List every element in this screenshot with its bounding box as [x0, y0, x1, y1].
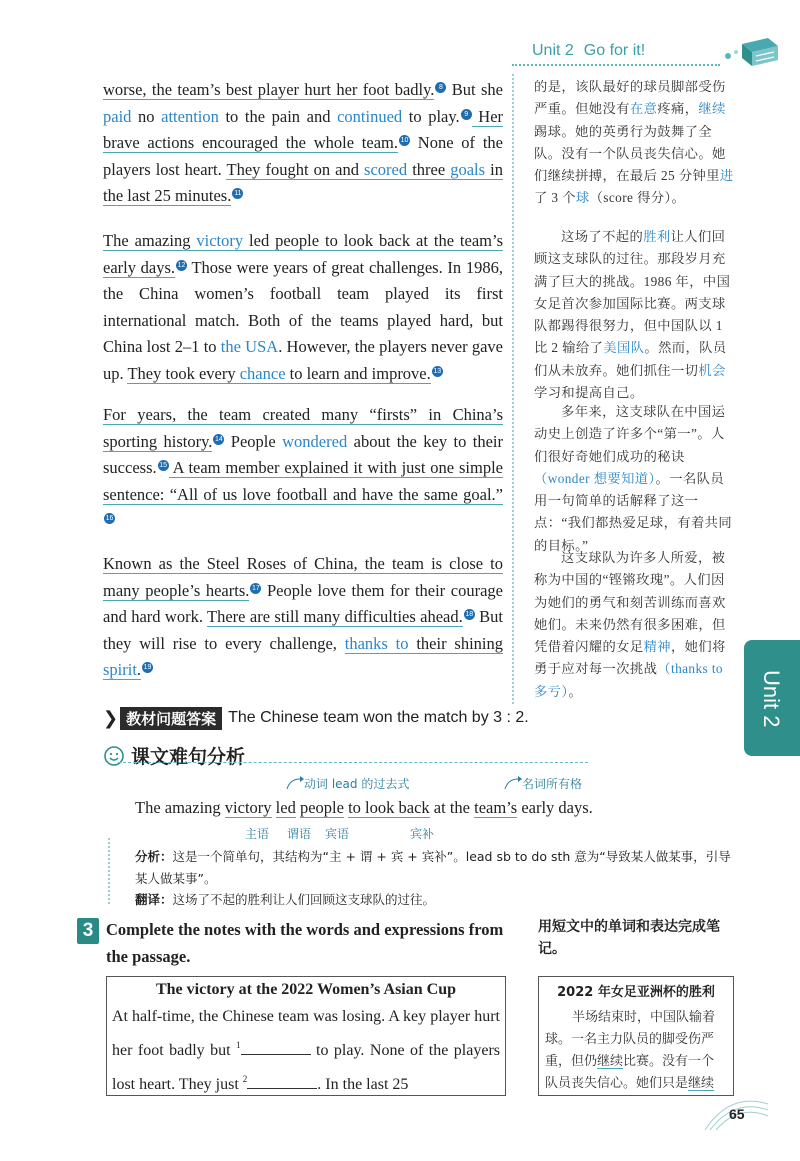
text-run: 疼痛，	[657, 101, 699, 117]
text-run: their shining	[408, 633, 503, 653]
subject-word: victory	[224, 798, 272, 817]
text-run: .	[136, 660, 142, 680]
role-complement: 宾补	[410, 827, 435, 841]
text-run: no	[131, 106, 162, 126]
role-predicate: 谓语	[287, 827, 312, 841]
object-word: people	[299, 798, 344, 817]
text-run: to play. None of the players lost heart. They just	[112, 1042, 500, 1093]
translation-paragraph-4	[534, 547, 734, 703]
notes-title-cn: 2022 年女足亚洲杯的胜利	[557, 985, 715, 1000]
sentence-number-badge: 12	[177, 261, 186, 269]
keyword-cn: 继续	[597, 1053, 624, 1068]
text-run: 。然而，队员们从未放弃。她们抓住一切	[534, 340, 727, 378]
blank-1[interactable]	[241, 1054, 311, 1055]
keyword-scored: scored	[364, 159, 408, 179]
text-run: 踢球。她的英勇行为鼓舞了全队。没有一个队员丧失信心。她们继续拼搏，在最后 25 分钟里	[534, 123, 726, 184]
analysis-dashed-line	[118, 762, 588, 763]
blank-2[interactable]	[247, 1088, 317, 1089]
books-icon	[722, 36, 782, 70]
text-run: At half-time, the Chinese team was losing. A key player hurt her foot badly but	[112, 1008, 500, 1059]
passage-paragraph-3	[103, 402, 503, 535]
sentence-8: worse, the team’s best player hurt her foot badly.	[103, 80, 435, 99]
text-run: Those were years of great challenges. In 1986, the China women’s football team played its first international match. Both of the teams played hard, but China lost 2–1 to	[103, 257, 503, 357]
text-run: about the key to their success.	[103, 431, 503, 478]
notes-body	[112, 1002, 500, 1096]
header-dotted-line	[512, 64, 720, 66]
sentence-number-badge: 14	[214, 435, 223, 443]
sentence-18: There are still many difficulties ahead.	[207, 607, 463, 627]
keyword-thanks-to: thanks to	[344, 633, 409, 653]
keyword-wondered: wondered	[282, 431, 348, 451]
translation-text: 这场了不起的胜利让人们回顾这支球队的过往。	[172, 892, 436, 907]
keyword-cn: 机会	[698, 362, 726, 378]
sentence-number-badge: 9	[461, 109, 472, 120]
page-number: 65	[729, 1106, 745, 1122]
answer-label: 教材问题答案	[120, 707, 222, 730]
exercise-number: 3	[77, 918, 99, 944]
sentence-number-badge: 18	[465, 611, 474, 619]
keyword-cn: 胜利	[643, 229, 671, 244]
sentence-number-badge: 15	[159, 462, 167, 470]
analysis-title: 课文难句分析	[131, 746, 246, 768]
keyword-cn: （wonder 想要知道）	[534, 470, 656, 486]
keyword-usa: the USA	[220, 337, 279, 357]
text-run: 比赛。没有一个队员丧失信心。她们只是	[545, 1053, 715, 1090]
translation-paragraph-3	[534, 401, 734, 557]
keyword-cn: 美国队	[603, 340, 645, 356]
notes-box	[106, 976, 506, 1096]
note-possessive	[504, 775, 582, 792]
sentence-number-badge: 19	[143, 664, 152, 672]
text-run: three	[407, 159, 451, 179]
keyword-cn: 在意	[629, 101, 658, 117]
answer-bar	[103, 706, 529, 730]
text-run: 学习和提高自己。	[534, 385, 644, 401]
header-title	[532, 42, 645, 60]
text-run: early days.	[517, 798, 593, 817]
analysis-heading	[103, 742, 245, 769]
text-run: （score 得分）。	[589, 190, 686, 206]
blank-number: 1	[236, 1040, 241, 1050]
possessive-word: team’s	[474, 798, 518, 817]
analysis-explanation	[135, 846, 735, 890]
passage-paragraph-4	[103, 551, 503, 684]
sentence-number-badge: 8	[435, 82, 446, 93]
text-run: 这场了不起的	[561, 229, 644, 244]
sentence-17: Known as the Steel Roses of China, the team is close to many people’s hearts.	[103, 554, 503, 600]
text-run: 半场结束时，中国队输着球。一名主力队员的脚受伤严重，但仍	[545, 1009, 716, 1068]
sentence-number-badge: 16	[105, 515, 114, 523]
page-header	[512, 40, 800, 70]
keyword-goals: goals	[450, 159, 486, 179]
keyword-cn: （thanks to 多亏）	[534, 661, 723, 699]
text-run: 让人们回顾这支球队的过往。那段岁月充满了巨大的挑战。1986 年，中国女足首次参加国际比赛。两支球队都踢得很努力，但中国队以 1 比 2 输给了	[534, 229, 731, 356]
text-run: . However, the players never gave up.	[103, 337, 504, 383]
keyword-spirit: spirit	[103, 660, 137, 680]
sentence-16: A team member explained it with just one simple sentence: “All of us love football and have the same goal.”	[103, 458, 503, 504]
smile-icon	[103, 745, 125, 767]
translation-paragraph-2	[534, 226, 734, 404]
text-run: 了 3 个	[534, 190, 576, 206]
keyword-continued: continued	[337, 106, 403, 126]
notes-title: The victory at the 2022 Women’s Asian Cup	[155, 981, 456, 998]
text-run: 的是，该队最好的球员脚部受伤严重。但她没有	[534, 79, 726, 117]
translation-paragraph-1	[534, 76, 734, 210]
text-run: They fought on and	[226, 159, 365, 179]
arrow-icon	[286, 776, 304, 790]
note-text: 名词所有格	[522, 777, 583, 791]
keyword-cn: 继续	[698, 101, 726, 117]
sentence-10: Her brave actions encouraged the whole team.	[103, 106, 504, 153]
text-run: 。一名队员用一句简单的话解释了这一点：“我们都热爱足球，有着共同的目标。”	[534, 470, 733, 553]
sentence-number-badge: 13	[433, 367, 442, 375]
complement-words: to look back	[348, 798, 430, 817]
text-run: 这支球队为许多人所爱，被称为中国的“铿锵玫瑰”。人们因为她们的勇气和刻苦训练而喜欢她们。未来仍然有很多困难，但凭借着闪耀的女足	[534, 550, 726, 655]
text-run: None of the players lost heart.	[103, 133, 503, 179]
role-subject: 主语	[245, 827, 270, 841]
column-divider	[512, 74, 514, 704]
keyword-cn: 精神	[643, 639, 671, 655]
text-run: in the last 25 minutes.	[103, 159, 503, 206]
text-run: 。	[568, 683, 583, 699]
sentence-number-badge: 10	[400, 137, 409, 145]
answer-text: The Chinese team won the match by 3 : 2.	[228, 709, 529, 726]
text-run: But they will rise to every challenge,	[103, 607, 503, 653]
header-unit: Unit 2	[532, 42, 574, 59]
unit-side-tab	[744, 640, 800, 756]
sentence-number-badge: 11	[234, 190, 242, 198]
sentence-14: For years, the team created many “firsts” in China’s sporting history.	[103, 405, 503, 451]
text-run: led people to look back at the team’s early days.	[103, 231, 504, 277]
sentence-number-badge: 17	[251, 584, 260, 592]
arrow-icon	[504, 776, 522, 790]
text-run: to the pain and	[218, 106, 338, 126]
analysis-label: 分析：	[135, 849, 173, 864]
analysis-dotted-line	[108, 838, 110, 904]
text-run: to learn and improve.	[285, 363, 431, 383]
exercise-instruction-cn: 用短文中的单词和表达完成笔记。	[538, 919, 720, 957]
keyword-victory: victory	[196, 231, 244, 250]
text-run: . In the last 25	[317, 1076, 409, 1093]
role-object: 宾语	[325, 827, 350, 841]
analysis-text: 这是一个简单句，其结构为“主 + 谓 + 宾 + 宾补”。lead sb to do sth 意为“导致某人做某事，引导某人做某事”。	[135, 849, 731, 886]
analysis-translation	[135, 890, 435, 908]
text-run: at the	[429, 798, 475, 817]
text-run: They took every	[127, 363, 240, 383]
analysis-sentence	[135, 798, 593, 818]
passage-paragraph-1	[103, 77, 503, 210]
text-run: The amazing	[103, 231, 197, 250]
header-unit-title: Go for it!	[583, 42, 646, 59]
sentence-13	[127, 364, 430, 384]
passage-paragraph-2	[103, 228, 503, 388]
text-run: But she	[446, 80, 503, 99]
predicate-word: led	[275, 798, 296, 817]
text-run: People love them for their courage and hard work.	[103, 580, 503, 627]
translation-label: 翻译：	[135, 892, 173, 907]
note-text: 动词 lead 的过去式	[304, 777, 410, 791]
keyword-cn: 球	[575, 190, 590, 206]
text-run: 多年来，这支球队在中国运动史上创造了许多个“第一”。人们很好奇她们成功的秘诀	[534, 404, 726, 464]
notes-box-cn	[538, 976, 734, 1096]
side-tab-label: Unit 2	[759, 670, 784, 728]
keyword-cn: 进	[719, 168, 734, 184]
text-run: to play.	[402, 106, 460, 126]
notes-body-cn	[545, 1006, 727, 1094]
keyword-chance: chance	[239, 363, 286, 383]
exercise-instruction: Complete the notes with the words and expressions from the passage.	[106, 920, 504, 966]
keyword-cn: 继续	[688, 1075, 715, 1090]
blank-number: 2	[242, 1074, 248, 1084]
text-run: The amazing	[135, 798, 225, 817]
text-run: ，她们将勇于应对每一次挑战	[534, 639, 726, 677]
keyword-attention: attention	[161, 106, 219, 126]
chevron-right-icon: ❯	[103, 707, 119, 729]
keyword-paid: paid	[103, 106, 132, 126]
note-lead-past	[286, 775, 409, 792]
text-run: People	[224, 431, 283, 451]
